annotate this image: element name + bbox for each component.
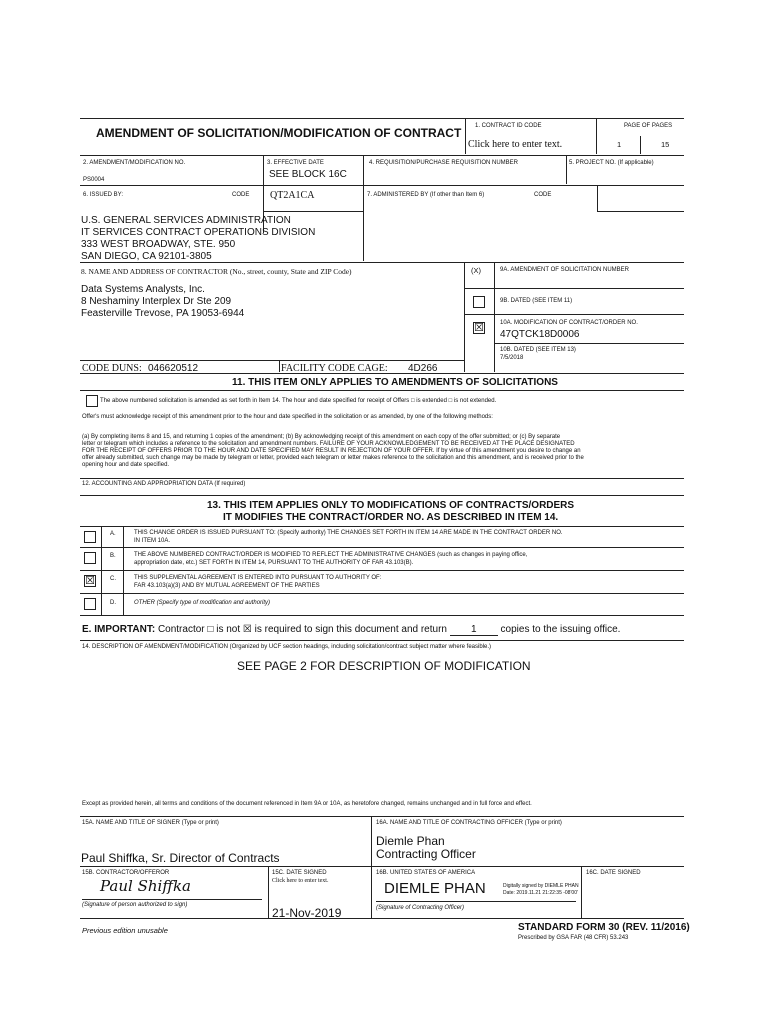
item-9b-checkbox[interactable] bbox=[473, 296, 485, 308]
item-13-title-1: 13. THIS ITEM APPLIES ONLY TO MODIFICATIONS OF CONTRACTS/ORDERS bbox=[207, 500, 575, 511]
effective-date-label: 3. EFFECTIVE DATE bbox=[267, 160, 324, 166]
item-13c-line-1: THIS SUPPLEMENTAL AGREEMENT IS ENTERED INTO PURSUANT TO AUTHORITY OF: bbox=[134, 575, 382, 581]
item-16b-label: 16B. UNITED STATES OF AMERICA bbox=[376, 870, 476, 876]
total-pages: 15 bbox=[661, 140, 670, 149]
copies-count: 1 bbox=[450, 624, 498, 636]
form-title: AMENDMENT OF SOLICITATION/MODIFICATION OF CONTRACT bbox=[96, 126, 462, 140]
effective-date-value: SEE BLOCK 16C bbox=[269, 169, 347, 180]
item-11-para-1: (a) By completing items 8 and 15, and returning 1 copies of the amendment; (b) By acknowledging receipt of this amendment on each copy of the offer submitted; or (c) By separate bbox=[82, 434, 561, 440]
item-13c-checkbox[interactable]: ☒ bbox=[85, 575, 95, 587]
issued-by-label: 6. ISSUED BY: bbox=[83, 192, 124, 198]
item-15a-value: Paul Shiffka, Sr. Director of Contracts bbox=[81, 851, 280, 865]
requisition-label: 4. REQUISITION/PURCHASE REQUISITION NUMBER bbox=[369, 160, 519, 166]
item-15c-value: 21-Nov-2019 bbox=[272, 906, 342, 920]
contractor-line-2: 8 Neshaminy Interplex Dr Ste 209 bbox=[81, 296, 232, 307]
item-13d-checkbox[interactable] bbox=[84, 598, 96, 610]
project-no-label: 5. PROJECT NO. (If applicable) bbox=[569, 160, 654, 166]
item-11-para-5: opening hour and date specified. bbox=[82, 462, 170, 468]
item-15c-hint[interactable]: Click here to enter text. bbox=[272, 878, 329, 884]
item-11-para-2: letter or telegram which includes a reference to the solicitation and amendment numbers. FAILURE OF YOUR ACKNOWLEDGEMENT TO BE RECEIVED AT THE PLACE DESIGNATED bbox=[82, 441, 575, 447]
item-16c-label: 16C. DATE SIGNED bbox=[586, 870, 641, 876]
item-10a-value: 47QTCK18D0006 bbox=[500, 329, 580, 340]
digital-signature-line-1: Digitally signed by DIEMLE PHAN bbox=[503, 883, 579, 889]
item-10b-value: 7/5/2018 bbox=[500, 355, 524, 361]
administered-code-label: CODE bbox=[534, 192, 552, 198]
item-11-line-2: Offer's must acknowledge receipt of this amendment prior to the hour and date specified in the solicitation or as amended, by one of the following methods: bbox=[82, 414, 493, 420]
item-13a-line-2: IN ITEM 10A. bbox=[134, 538, 171, 544]
item-13c-letter: C. bbox=[110, 576, 116, 582]
x-column-label: (X) bbox=[471, 266, 481, 275]
contractor-label: 8. NAME AND ADDRESS OF CONTRACTOR (No., street, county, State and ZIP Code) bbox=[81, 267, 352, 276]
issuer-line-2: IT SERVICES CONTRACT OPERATIONS DIVISION bbox=[81, 227, 316, 238]
page-number: 1 bbox=[617, 140, 622, 149]
item-15b-note: (Signature of person authorized to sign) bbox=[82, 902, 188, 908]
issuer-line-3: 333 WEST BROADWAY, STE. 950 bbox=[81, 239, 236, 250]
important-tail: copies to the issuing office. bbox=[500, 624, 621, 635]
cage-label: FACILITY CODE CAGE: bbox=[281, 363, 388, 374]
page-of-pages-label: PAGE OF PAGES bbox=[624, 123, 673, 129]
item-10b-label: 10B. DATED (SEE ITEM 13) bbox=[500, 347, 576, 353]
item-13-title-2: IT MODIFIES THE CONTRACT/ORDER NO. AS DESCRIBED IN ITEM 14. bbox=[223, 512, 559, 523]
item-16a-name: Diemle Phan bbox=[376, 834, 445, 848]
prescribed-by: Prescribed by GSA FAR (48 CFR) 53.243 bbox=[518, 935, 629, 941]
duns-label: CODE DUNS: bbox=[82, 363, 142, 374]
item-13b-line-1: THE ABOVE NUMBERED CONTRACT/ORDER IS MODIFIED TO REFLECT THE ADMINISTRATIVE CHANGES (such as changes in paying office, bbox=[134, 552, 528, 558]
issued-code-value: QT2A1CA bbox=[270, 190, 315, 201]
contractor-line-1: Data Systems Analysts, Inc. bbox=[81, 284, 205, 295]
item-10a-checkbox[interactable]: ☒ bbox=[474, 322, 484, 334]
form-number: STANDARD FORM 30 (REV. 11/2016) bbox=[518, 922, 690, 933]
issuer-line-1: U.S. GENERAL SERVICES ADMINISTRATION bbox=[81, 215, 291, 226]
item-11-title: 11. THIS ITEM ONLY APPLIES TO AMENDMENTS OF SOLICITATIONS bbox=[232, 377, 558, 388]
important-text: Contractor □ is not ☒ is required to sign this document and return bbox=[157, 624, 447, 635]
item-13b-line-2: appropriation date, etc.) SET FORTH IN ITEM 14, PURSUANT TO THE AUTHORITY OF FAR 43.103(B). bbox=[134, 560, 414, 566]
item-14-description: SEE PAGE 2 FOR DESCRIPTION OF MODIFICATION bbox=[237, 659, 531, 673]
item-15a-label: 15A. NAME AND TITLE OF SIGNER (Type or print) bbox=[82, 820, 219, 826]
important-line bbox=[82, 624, 620, 636]
issued-code-label: CODE bbox=[232, 192, 250, 198]
item-13a-line-1: THIS CHANGE ORDER IS ISSUED PURSUANT TO: (Specify authority) THE CHANGES SET FORTH IN ITEM 14 ARE MADE IN THE CONTRACT ORDER NO. bbox=[134, 530, 563, 536]
footer-note: Except as provided herein, all terms and conditions of the document referenced in Item 9A or 10A, as heretofore changed, remains unchanged and in full force and effect. bbox=[82, 801, 532, 807]
item-13b-letter: B. bbox=[110, 553, 116, 559]
item-13d-line-1: OTHER (Specify type of modification and authority) bbox=[134, 600, 271, 606]
item-16b-note: (Signature of Contracting Officer) bbox=[376, 905, 465, 911]
item-15b-label: 15B. CONTRACTOR/OFFEROR bbox=[82, 870, 170, 876]
item-9a-label: 9A. AMENDMENT OF SOLICITATION NUMBER bbox=[500, 267, 630, 273]
item-13a-checkbox[interactable] bbox=[84, 531, 96, 543]
item-13a-letter: A. bbox=[110, 531, 116, 537]
item-11-checkbox[interactable] bbox=[86, 395, 98, 407]
contract-id-field[interactable]: Click here to enter text. bbox=[468, 139, 563, 150]
duns-value: 046620512 bbox=[148, 363, 199, 374]
contract-id-label: 1. CONTRACT ID CODE bbox=[475, 123, 542, 129]
item-15c-label: 15C. DATE SIGNED bbox=[272, 870, 327, 876]
amendment-no-value: PS0004 bbox=[83, 177, 105, 183]
contractor-line-3: Feasterville Trevose, PA 19053-6944 bbox=[81, 308, 245, 319]
previous-edition-note: Previous edition unusable bbox=[82, 926, 168, 935]
cage-value: 4D266 bbox=[408, 363, 438, 374]
officer-signature: DIEMLE PHAN bbox=[384, 880, 486, 897]
item-16a-title: Contracting Officer bbox=[376, 847, 476, 861]
issuer-line-4: SAN DIEGO, CA 92101-3805 bbox=[81, 251, 212, 262]
amendment-no-label: 2. AMENDMENT/MODIFICATION NO. bbox=[83, 160, 186, 166]
item-13c-line-2: FAR 43.103(a)(3) AND BY MUTUAL AGREEMENT OF THE PARTIES bbox=[134, 583, 320, 589]
item-16a-label: 16A. NAME AND TITLE OF CONTRACTING OFFICER (Type or print) bbox=[376, 820, 562, 826]
item-11-line-1: The above numbered solicitation is amended as set forth in Item 14. The hour and date specified for receipt of Offers □ is extended □ is not extended. bbox=[100, 398, 497, 404]
digital-signature-line-2: Date: 2019.11.21 21:22:35 -08'00' bbox=[503, 890, 578, 896]
item-13b-checkbox[interactable] bbox=[84, 552, 96, 564]
administered-by-label: 7. ADMINISTERED BY (If other than Item 6) bbox=[367, 192, 485, 198]
item-14-label: 14. DESCRIPTION OF AMENDMENT/MODIFICATION (Organized by UCF section headings, including solicitation/contract subject matter where feasible.) bbox=[82, 644, 492, 650]
item-13d-letter: D. bbox=[110, 600, 116, 606]
item-10a-label: 10A. MODIFICATION OF CONTRACT/ORDER NO. bbox=[500, 320, 638, 326]
contractor-signature: Paul Shiffka bbox=[100, 877, 191, 895]
item-12-label: 12. ACCOUNTING AND APPROPRIATION DATA (If required) bbox=[82, 481, 246, 487]
item-11-para-4: offer already submitted, such change may be made by telegram or letter, provided each telegram or letter makes reference to the solicitation and this amendment, and is received prior to the bbox=[82, 455, 584, 461]
item-9b-label: 9B. DATED (SEE ITEM 11) bbox=[500, 298, 573, 304]
important-lead: E. IMPORTANT: bbox=[82, 624, 156, 635]
item-11-para-3: FOR THE RECEIPT OF OFFERS PRIOR TO THE HOUR AND DATE SPECIFIED MAY RESULT IN REJECTION OF YOUR OFFER. If by virtue of this amendment you desire to change an bbox=[82, 448, 581, 454]
